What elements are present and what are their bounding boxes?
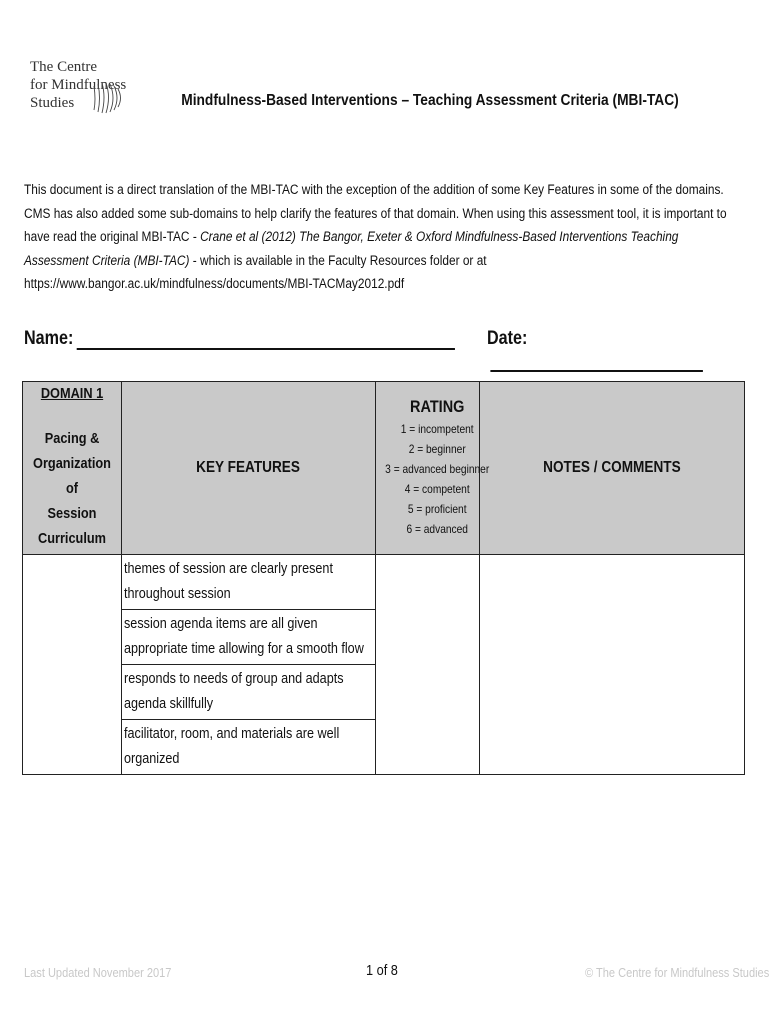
rating-scale-3: 3 = advanced beginner [385,462,490,476]
logo-line-2: for Mindfulness [30,77,127,93]
rating-scale-1: 1 = incompetent [400,422,474,436]
page-number: 1 of 8 [366,962,398,979]
domain-sub-4: Curriculum [37,530,106,547]
intro-text-1: This document is a direct translation of the MBI-TAC with the exception of the addition of some Key Features in some of the domains. CMS has also added some sub-domains to help clarify the features of that domain. When using this assessment tool, it is important to have read the original MBI-TAC - [24,182,727,244]
domain-sub-1: Pacing & [44,430,100,447]
logo-line-3: Studies [30,95,75,111]
logo-line-1: The Centre [30,59,98,75]
domain-blank-cell [23,555,122,775]
table-row [23,555,745,610]
rating-scale-5: 5 = proficient [407,502,467,516]
document-title: Mindfulness-Based Interventions – Teaching Assessment Criteria (MBI-TAC) [181,92,679,109]
rating-input-cell[interactable] [376,555,480,775]
name-input-line[interactable] [77,330,455,350]
intro-citation: Crane et al (2012) The Bangor, Exeter & Oxford Mindfulness-Based Interventions Teaching Assessment Criteria (MBI-TAC) [24,229,679,268]
domain-label: DOMAIN 1 [40,385,104,402]
rating-scale-6: 6 = advanced [406,522,468,536]
table-header-row [23,382,745,555]
intro-text-2: - which is available in the Faculty Resources folder or at https://www.bangor.ac.uk/mindfulness/documents/MBI-TACMay2012.pdf [24,252,487,291]
rating-scale-2: 2 = beginner [408,442,466,456]
copyright: © The Centre for Mindfulness Studies [585,965,770,980]
key-feature-2: session agenda items are all given appropriate time allowing for a smooth flow [122,610,376,665]
notes-header: NOTES / COMMENTS [480,382,745,555]
key-feature-3: responds to needs of group and adapts agenda skillfully [122,665,376,720]
domain-header-cell [23,382,122,555]
key-feature-1: themes of session are clearly present throughout session [122,555,376,610]
rating-header: RATING [410,397,465,416]
fingerprint-icon [92,80,124,114]
rating-scale-4: 4 = competent [404,482,470,496]
intro-paragraph [24,178,728,296]
name-label: Name: [24,328,74,349]
rating-header-cell [376,382,490,555]
date-input-line[interactable] [490,352,703,372]
date-label: Date: [487,328,528,349]
domain-sub-2: Organization of [33,455,111,497]
last-updated: Last Updated November 2017 [24,965,172,980]
notes-input-cell[interactable] [480,555,745,775]
date-field [487,328,728,372]
domain-sub-3: Session [47,505,97,522]
name-field [24,328,455,350]
key-feature-4: facilitator, room, and materials are well organized [122,720,376,775]
key-features-header: KEY FEATURES [122,382,376,555]
organization-logo [30,58,130,112]
assessment-table [22,381,745,775]
